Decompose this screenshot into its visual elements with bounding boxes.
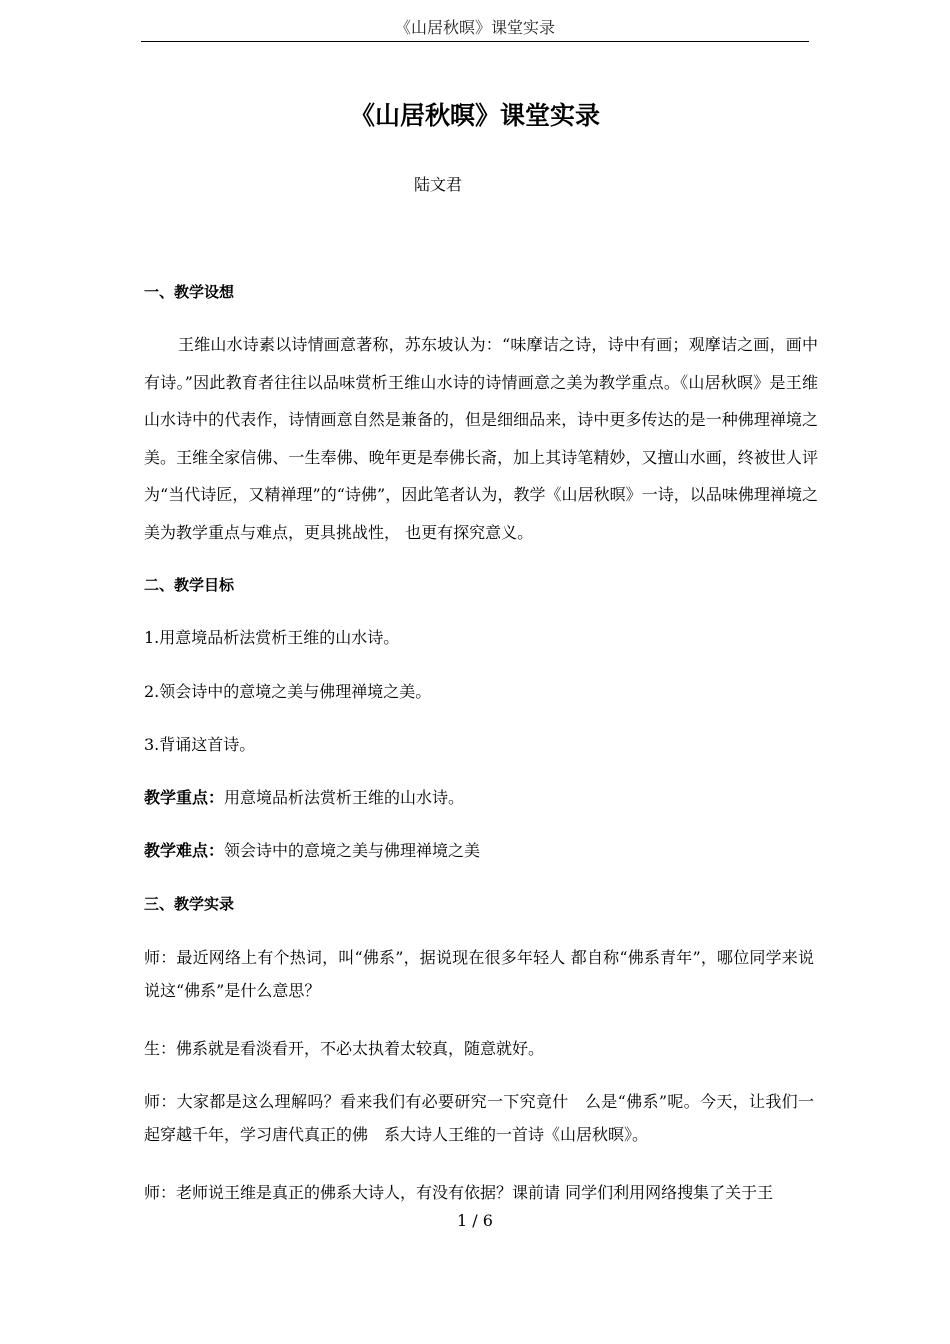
dialog-line-1: 师：最近网络上有个热词，叫“佛系”，据说现在很多年轻人 都自称“佛系青年”，哪位同学来说说这“佛系”是什么意思？ <box>144 948 814 1000</box>
running-header: 《山居秋暝》课堂实录 <box>394 18 555 37</box>
section-heading-design: 一、教学设想 <box>144 283 235 301</box>
goal-item-3: 3.背诵这首诗。 <box>144 735 256 754</box>
goal-item-2: 2.领会诗中的意境之美与佛理禅境之美。 <box>144 682 432 701</box>
design-paragraph: 王维山水诗素以诗情画意著称，苏东坡认为：“味摩诘之诗，诗中有画；观摩诘之画，画中有诗。”因此教育者往往以品味赏析王维山水诗的诗情画意之美为教学重点。《山居秋暝》是王维山水诗中的代表作，诗情画意自然是兼备的，但是细细品来，诗中更多传达的是一种佛理禅境之美。王维全家信佛、一生奉佛、晚年更是奉佛长斋，加上其诗笔精妙，又擅山水画，终被世人评为“当代诗匠，又精禅理”的“诗佛”，因此笔者认为，教学《山居秋暝》一诗，以品味佛理禅境之美为教学重点与难点，更具挑战性， 也更有探究意义。 <box>144 335 818 542</box>
difficulty-text: 领会诗中的意境之美与佛理禅境之美 <box>224 841 481 860</box>
key-point-line <box>144 786 818 810</box>
document-title: 《山居秋暝》课堂实录 <box>349 101 600 130</box>
key-point-label: 教学重点： <box>144 788 225 807</box>
goal-item-1: 1.用意境品析法赏析王维的山水诗。 <box>144 628 400 647</box>
dialog-line-2: 生：佛系就是看淡看开，不必太执着太较真，随意就好。 <box>144 1039 545 1058</box>
header-rule <box>141 41 809 42</box>
document-author: 陆文君 <box>414 175 463 194</box>
section-heading-record: 三、教学实录 <box>144 895 235 913</box>
page-number: 1 / 6 <box>457 1211 493 1230</box>
dialog-line-3: 师：大家都是这么理解吗？看来我们有必要研究一下究竟什 么是“佛系”呢。今天，让我们一起穿越千年，学习唐代真正的佛 系大诗人王维的一首诗《山居秋暝》。 <box>144 1092 814 1144</box>
difficulty-line <box>144 839 818 863</box>
section-heading-goals: 二、教学目标 <box>144 576 235 594</box>
key-point-text: 用意境品析法赏析王维的山水诗。 <box>224 788 465 807</box>
dialog-line-4: 师：老师说王维是真正的佛系大诗人，有没有依据？课前请 同学们利用网络搜集了关于王 <box>144 1183 774 1202</box>
difficulty-label: 教学难点： <box>144 841 225 860</box>
